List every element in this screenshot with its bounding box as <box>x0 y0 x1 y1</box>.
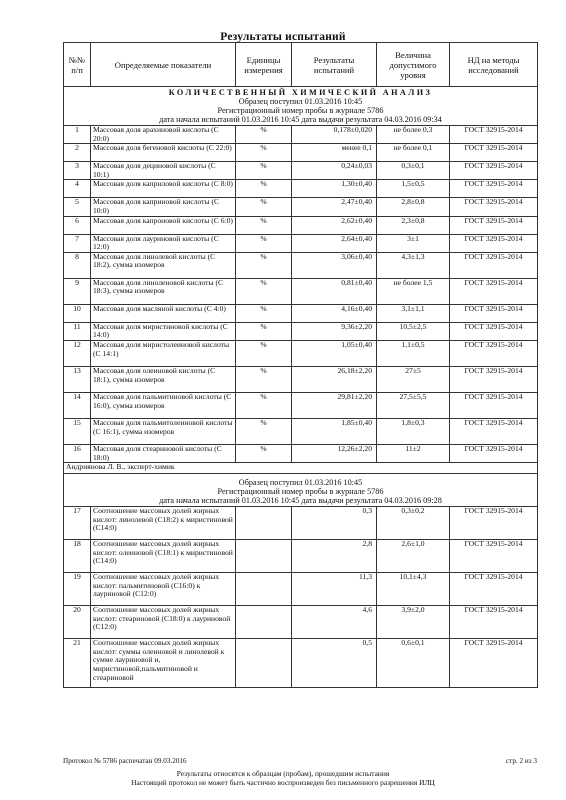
header-result: Результаты испытаний <box>292 43 377 87</box>
header-indicator: Определяемые показатели <box>91 43 236 87</box>
limit-value: 11±2 <box>377 444 450 462</box>
signature-text: Андриянова Л. В., эксперт-химик <box>64 463 538 474</box>
method-standard: ГОСТ 32915-2014 <box>450 180 538 198</box>
section-header <box>64 87 538 126</box>
indicator-name: Соотношение массовых долей жирных кислот: олеиновой (С18:1) к миристиновой (С14:0) <box>91 540 236 573</box>
result-value: 3,06±0,40 <box>292 252 377 278</box>
limit-value: не более 1,5 <box>377 278 450 304</box>
page-title: Результаты испытаний <box>220 31 346 43</box>
result-value: 0,81±0,40 <box>292 278 377 304</box>
limit-value: 3±1 <box>377 234 450 252</box>
unit: % <box>236 180 292 198</box>
limit-value: 2,8±0,8 <box>377 198 450 216</box>
unit: % <box>236 304 292 322</box>
row-number: 13 <box>64 366 91 392</box>
result-value: 4,16±0,40 <box>292 304 377 322</box>
result-value: 1,05±0,40 <box>292 340 377 366</box>
unit: % <box>236 126 292 144</box>
method-standard: ГОСТ 32915-2014 <box>450 366 538 392</box>
limit-value: 0,3±0,2 <box>377 507 450 540</box>
method-standard: ГОСТ 32915-2014 <box>450 340 538 366</box>
table-row <box>64 392 538 418</box>
table-header-row <box>64 43 538 87</box>
footer-notes <box>0 769 566 787</box>
indicator-name: Массовая доля миристолеиновой кислоты (С 14:1) <box>91 340 236 366</box>
table-row <box>64 234 538 252</box>
result-value: 1,85±0,40 <box>292 418 377 444</box>
unit: % <box>236 216 292 234</box>
unit: % <box>236 252 292 278</box>
result-value: 0,178±0,020 <box>292 126 377 144</box>
result-value: 4,6 <box>292 606 377 639</box>
limit-value: не более 0,1 <box>377 144 450 162</box>
table-row <box>64 180 538 198</box>
indicator-name: Соотношение массовых долей жирных кислот: линолевой (С18:2) к миристиновой (С14:0) <box>91 507 236 540</box>
unit <box>236 573 292 606</box>
result-value: 1,30±0,40 <box>292 180 377 198</box>
table-row <box>64 198 538 216</box>
row-number: 20 <box>64 606 91 639</box>
method-standard: ГОСТ 32915-2014 <box>450 418 538 444</box>
row-number: 19 <box>64 573 91 606</box>
indicator-name: Соотношение массовых долей жирных кислот: суммы олеиновой и линолевой к сумме лауриновой и, миристиновой,пальмитиновой и стеариновой <box>91 639 236 688</box>
result-value: 2,8 <box>292 540 377 573</box>
row-number: 16 <box>64 444 91 462</box>
result-value: 2,47±0,40 <box>292 198 377 216</box>
limit-value: 4,3±1,3 <box>377 252 450 278</box>
unit <box>236 639 292 688</box>
method-standard: ГОСТ 32915-2014 <box>450 278 538 304</box>
unit: % <box>236 234 292 252</box>
method-standard: ГОСТ 32915-2014 <box>450 234 538 252</box>
result-value: 0,24±0,03 <box>292 162 377 180</box>
page-number: стр. 2 из 3 <box>505 757 537 765</box>
indicator-name: Массовая доля лауриновой кислоты (С 12:0) <box>91 234 236 252</box>
row-number: 14 <box>64 392 91 418</box>
indicator-name: Массовая доля каприловой кислоты (С 8:0) <box>91 180 236 198</box>
limit-value: не более 0,3 <box>377 126 450 144</box>
results-table <box>63 42 538 688</box>
limit-value: 1,1±0,5 <box>377 340 450 366</box>
result-value: 12,26±2,20 <box>292 444 377 462</box>
method-standard: ГОСТ 32915-2014 <box>450 252 538 278</box>
signature-row <box>64 463 538 474</box>
table-row <box>64 144 538 162</box>
section-header <box>64 474 538 507</box>
registration-number: Регистрационный номер пробы в журнале 5786 <box>217 106 384 115</box>
table-row <box>64 639 538 688</box>
table-row <box>64 573 538 606</box>
result-value: 2,62±0,40 <box>292 216 377 234</box>
indicator-name: Массовая доля арахиновой кислоты (С 20:0) <box>91 126 236 144</box>
row-number: 6 <box>64 216 91 234</box>
unit <box>236 606 292 639</box>
row-number: 15 <box>64 418 91 444</box>
table-row <box>64 507 538 540</box>
table-row <box>64 366 538 392</box>
method-standard: ГОСТ 32915-2014 <box>450 392 538 418</box>
unit: % <box>236 444 292 462</box>
table-row <box>64 162 538 180</box>
table-row <box>64 126 538 144</box>
row-number: 5 <box>64 198 91 216</box>
test-dates: дата начала испытаний 01.03.2016 10:45 дата выдачи результата 04.03.2016 09:34 <box>159 115 442 124</box>
unit: % <box>236 144 292 162</box>
indicator-name: Массовая доля стеариновой кислоты (С 18:0) <box>91 444 236 462</box>
result-value: 0,5 <box>292 639 377 688</box>
method-standard: ГОСТ 32915-2014 <box>450 444 538 462</box>
limit-value: 3,9±2,0 <box>377 606 450 639</box>
indicator-name: Массовая доля дециновой кислоты (С 10:1) <box>91 162 236 180</box>
indicator-name: Массовая доля миристиновой кислоты (С 14:0) <box>91 322 236 340</box>
indicator-name: Соотношение массовых долей жирных кислот: пальмитиновой (С16:0) к лауриновой (С12:0) <box>91 573 236 606</box>
table-row <box>64 278 538 304</box>
header-unit: Единицы измерения <box>236 43 292 87</box>
table-row <box>64 252 538 278</box>
table-row <box>64 340 538 366</box>
table-row <box>64 418 538 444</box>
header-method: НД на методы исследований <box>450 43 538 87</box>
method-standard: ГОСТ 32915-2014 <box>450 198 538 216</box>
limit-value: 3,1±1,1 <box>377 304 450 322</box>
indicator-name: Массовая доля линоленовой кислоты (С 18:3), сумма изомеров <box>91 278 236 304</box>
limit-value: 10,1±4,3 <box>377 573 450 606</box>
unit: % <box>236 322 292 340</box>
row-number: 2 <box>64 144 91 162</box>
results-note: Результаты относятся к образцам (пробам), прошедшим испытания <box>176 769 390 778</box>
method-standard: ГОСТ 32915-2014 <box>450 322 538 340</box>
indicator-name: Массовая доля каприновой кислоты (С 10:0) <box>91 198 236 216</box>
row-number: 1 <box>64 126 91 144</box>
unit: % <box>236 366 292 392</box>
row-number: 3 <box>64 162 91 180</box>
unit: % <box>236 418 292 444</box>
method-standard: ГОСТ 32915-2014 <box>450 540 538 573</box>
method-standard: ГОСТ 32915-2014 <box>450 304 538 322</box>
protocol-print-info: Протокол № 5786 распечатан 09.03.2016 <box>63 757 187 765</box>
table-row <box>64 322 538 340</box>
header-number: №№ п/п <box>64 43 91 87</box>
indicator-name: Массовая доля пальмитолеиновой кислоты (С 16:1), сумма изомеров <box>91 418 236 444</box>
row-number: 10 <box>64 304 91 322</box>
sample-received: Образец поступил 01.03.2016 10:45 <box>238 478 363 488</box>
table-row <box>64 304 538 322</box>
row-number: 8 <box>64 252 91 278</box>
section-heading: КОЛИЧЕСТВЕННЫЙ ХИМИЧЕСКИЙ АНАЛИЗ <box>168 88 433 97</box>
reproduction-note: Настоящий протокол не может быть частично воспроизведен без письменного разрешения ИЛЦ <box>131 778 435 787</box>
result-value: 11,3 <box>292 573 377 606</box>
limit-value: 27,5±5,5 <box>377 392 450 418</box>
table-row <box>64 444 538 462</box>
limit-value: 0,6±0,1 <box>377 639 450 688</box>
unit: % <box>236 198 292 216</box>
indicator-name: Массовая доля олеиновой кислоты (С 18:1), сумма изомеров <box>91 366 236 392</box>
unit <box>236 540 292 573</box>
method-standard: ГОСТ 32915-2014 <box>450 216 538 234</box>
limit-value: 2,3±0,8 <box>377 216 450 234</box>
row-number: 12 <box>64 340 91 366</box>
result-value: 2,64±0,40 <box>292 234 377 252</box>
test-dates: дата начала испытаний 01.03.2016 10:45 дата выдачи результата 04.03.2016 09:28 <box>159 496 442 506</box>
result-value: 29,81±2,20 <box>292 392 377 418</box>
unit: % <box>236 278 292 304</box>
result-value: 9,36±2,20 <box>292 322 377 340</box>
limit-value: 2,6±1,0 <box>377 540 450 573</box>
indicator-name: Массовая доля линолевой кислоты (С 18:2), сумма изомеров <box>91 252 236 278</box>
method-standard: ГОСТ 32915-2014 <box>450 507 538 540</box>
table-row <box>64 606 538 639</box>
row-number: 9 <box>64 278 91 304</box>
method-standard: ГОСТ 32915-2014 <box>450 573 538 606</box>
method-standard: ГОСТ 32915-2014 <box>450 606 538 639</box>
indicator-name: Соотношение массовых долей жирных кислот: стеариновой (С18:0) к лауриновой (С12:0) <box>91 606 236 639</box>
unit: % <box>236 340 292 366</box>
registration-number: Регистрационный номер пробы в журнале 5786 <box>217 487 384 497</box>
row-number: 4 <box>64 180 91 198</box>
row-number: 17 <box>64 507 91 540</box>
limit-value: 1,8±0,3 <box>377 418 450 444</box>
table-row <box>64 540 538 573</box>
table-row <box>64 216 538 234</box>
row-number: 21 <box>64 639 91 688</box>
limit-value: 27±5 <box>377 366 450 392</box>
method-standard: ГОСТ 32915-2014 <box>450 162 538 180</box>
row-number: 11 <box>64 322 91 340</box>
header-limit: Величина допустимого уровня <box>377 43 450 87</box>
indicator-name: Массовая доля пальмитиновой кислоты (С 16:0), сумма изомеров <box>91 392 236 418</box>
method-standard: ГОСТ 32915-2014 <box>450 639 538 688</box>
unit <box>236 507 292 540</box>
row-number: 7 <box>64 234 91 252</box>
result-value: 26,18±2,20 <box>292 366 377 392</box>
sample-received: Образец поступил 01.03.2016 10:45 <box>238 97 363 106</box>
indicator-name: Массовая доля капроновой кислоты (С 6:0) <box>91 216 236 234</box>
method-standard: ГОСТ 32915-2014 <box>450 144 538 162</box>
method-standard: ГОСТ 32915-2014 <box>450 126 538 144</box>
result-value: 0,3 <box>292 507 377 540</box>
limit-value: 0,3±0,1 <box>377 162 450 180</box>
limit-value: 10,5±2,5 <box>377 322 450 340</box>
row-number: 18 <box>64 540 91 573</box>
indicator-name: Массовая доля масляной кислоты (С 4:0) <box>91 304 236 322</box>
unit: % <box>236 162 292 180</box>
result-value: менее 0,1 <box>292 144 377 162</box>
unit: % <box>236 392 292 418</box>
indicator-name: Массовая доля бегеновой кислоты (С 22:0) <box>91 144 236 162</box>
limit-value: 1,5±0,5 <box>377 180 450 198</box>
